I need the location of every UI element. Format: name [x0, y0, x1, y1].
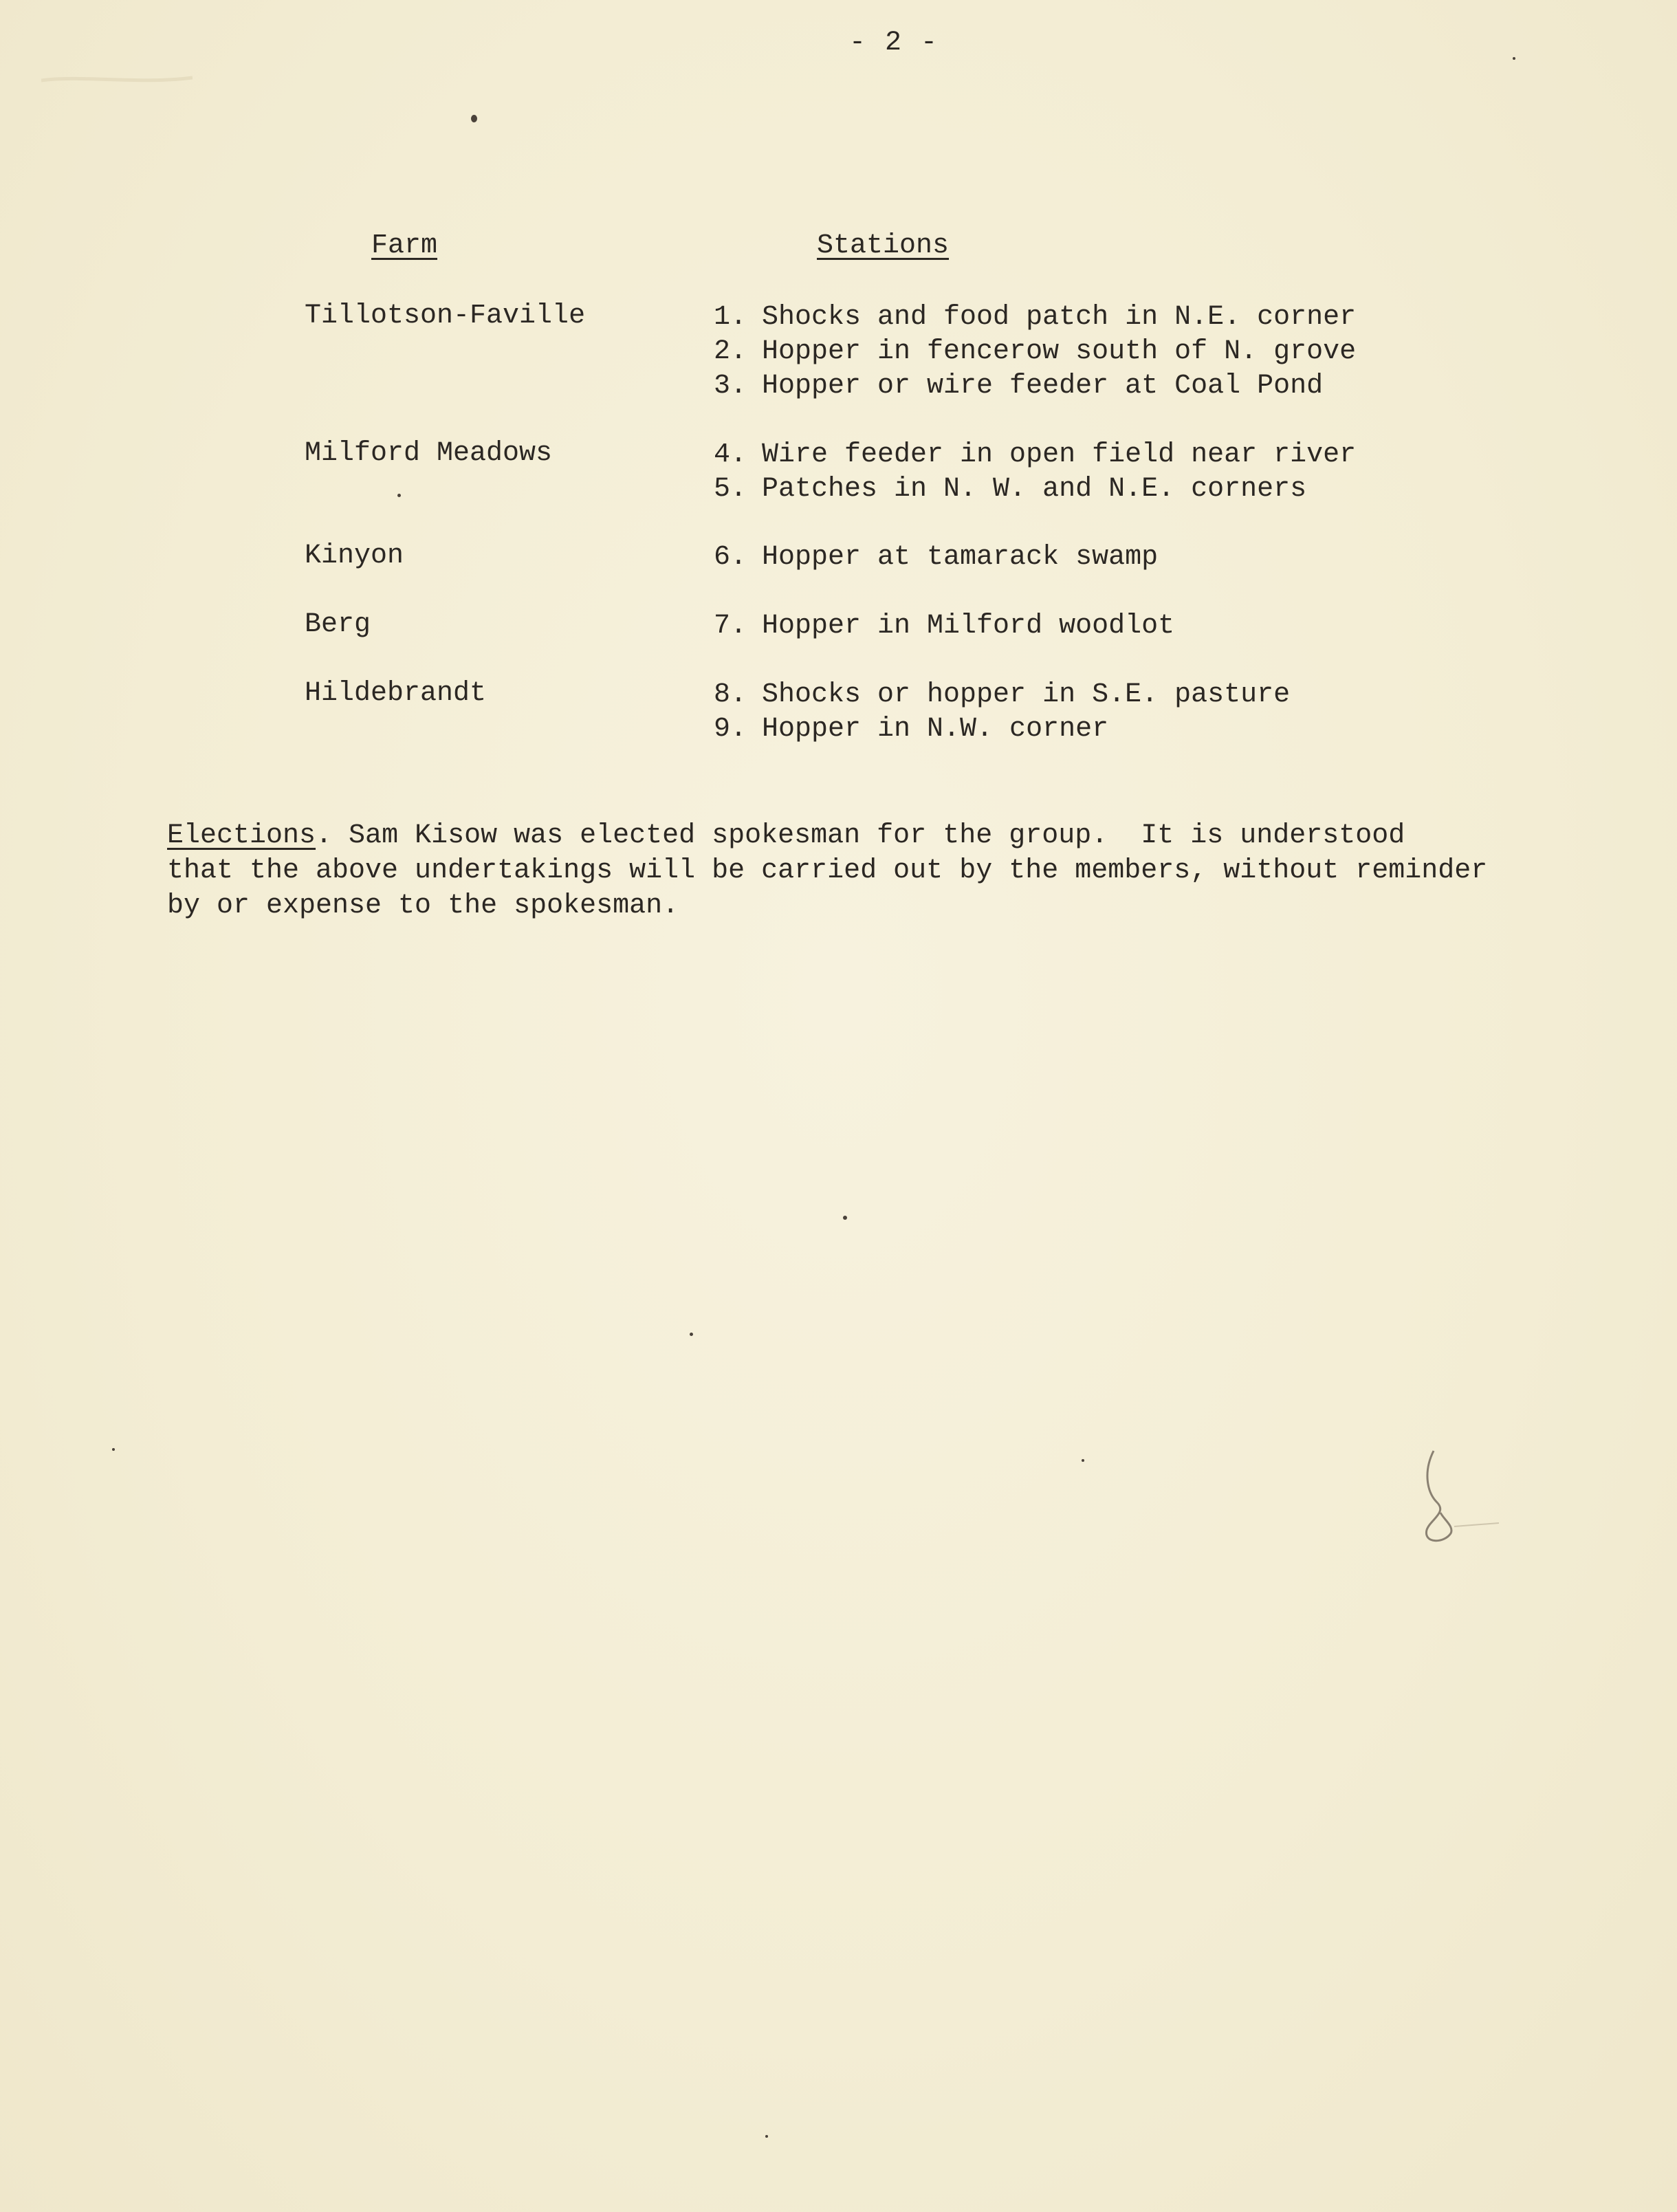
- ink-speck: [471, 115, 477, 122]
- station-item: [714, 472, 1356, 507]
- station-item: [714, 438, 1356, 472]
- station-item: [714, 609, 1174, 644]
- station-text: Hopper or wire feeder at Coal Pond: [762, 371, 1324, 402]
- station-text: Hopper in fencerow south of N. grove: [762, 336, 1357, 367]
- station-item: [714, 300, 1356, 335]
- ink-speck: [397, 494, 401, 497]
- farm-name: Berg: [305, 609, 371, 640]
- paper-crease-mark: [41, 72, 193, 86]
- station-number: 7.: [714, 611, 747, 642]
- station-text: Shocks and food patch in N.E. corner: [762, 302, 1357, 333]
- paragraph-line: [167, 818, 1556, 853]
- ink-speck: [1513, 57, 1515, 60]
- elections-heading: Elections: [167, 820, 316, 851]
- stations-column-header: Stations: [817, 230, 950, 261]
- farm-column-header: Farm: [371, 230, 438, 261]
- ink-speck: [112, 1448, 115, 1451]
- farm-name: Kinyon: [305, 540, 404, 571]
- station-item: [714, 369, 1356, 404]
- station-text: Patches in N. W. and N.E. corners: [762, 474, 1307, 505]
- ink-speck: [843, 1216, 847, 1220]
- pencil-mark: [1416, 1444, 1499, 1554]
- station-text: Hopper in Milford woodlot: [762, 611, 1175, 642]
- ink-speck: [690, 1333, 693, 1336]
- station-number: 6.: [714, 542, 747, 573]
- farm-name: Tillotson-Faville: [305, 300, 586, 331]
- station-text: Wire feeder in open field near river: [762, 439, 1357, 470]
- station-item: [714, 712, 1290, 747]
- station-item: [714, 335, 1356, 369]
- ink-speck: [765, 2135, 768, 2138]
- paragraph-text: . Sam Kisow was elected spokesman for the group. It is understood: [316, 820, 1405, 851]
- station-item: [714, 678, 1290, 712]
- station-list: [714, 540, 1158, 575]
- station-number: 5.: [714, 474, 747, 505]
- station-list: [714, 438, 1356, 507]
- page-number: - 2 -: [849, 28, 939, 58]
- station-text: Hopper at tamarack swamp: [762, 542, 1159, 573]
- station-text: Shocks or hopper in S.E. pasture: [762, 679, 1291, 710]
- farm-name: Hildebrandt: [305, 678, 487, 709]
- ink-speck: [1082, 1459, 1084, 1462]
- station-list: [714, 300, 1356, 404]
- paragraph-line: by or expense to the spokesman.: [167, 890, 679, 921]
- farm-name: Milford Meadows: [305, 438, 553, 469]
- station-list: [714, 609, 1174, 644]
- station-text: Hopper in N.W. corner: [762, 714, 1109, 745]
- elections-paragraph: [167, 818, 1556, 923]
- station-number: 4.: [714, 439, 747, 470]
- station-number: 1.: [714, 302, 747, 333]
- station-number: 3.: [714, 371, 747, 402]
- station-list: [714, 678, 1290, 747]
- station-number: 9.: [714, 714, 747, 745]
- station-item: [714, 540, 1158, 575]
- station-number: 8.: [714, 679, 747, 710]
- paragraph-line: that the above undertakings will be carried out by the members, without reminder: [167, 855, 1488, 886]
- station-number: 2.: [714, 336, 747, 367]
